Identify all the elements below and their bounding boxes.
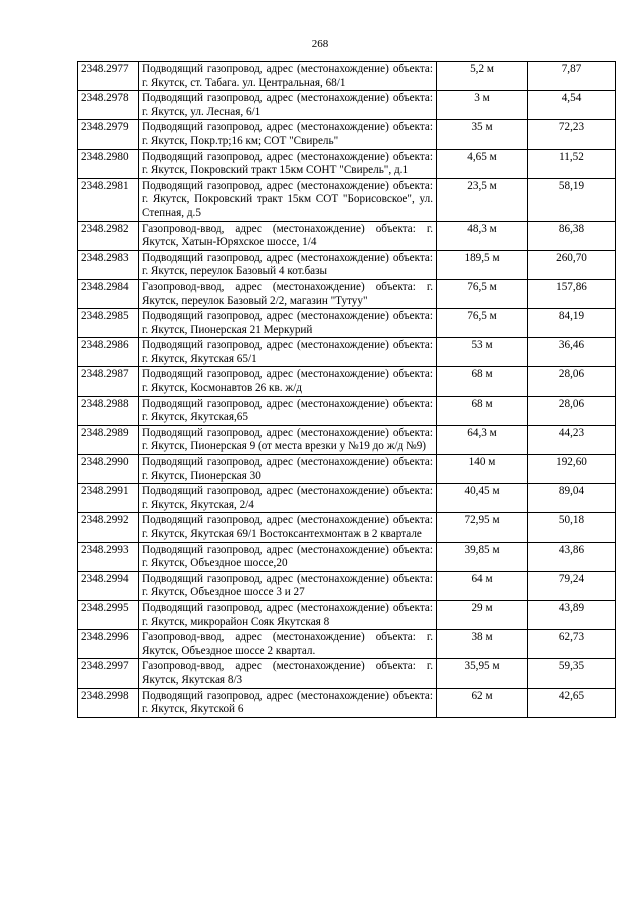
row-number-cell: 2348.2986 bbox=[78, 338, 139, 367]
table-row bbox=[78, 513, 616, 542]
length-cell: 76,5 м bbox=[437, 279, 528, 308]
object-description-cell: Подводящий газопровод, адрес (местонахождение) объекта: г. Якутск, ул. Лесная, 6/1 bbox=[139, 91, 437, 120]
table-row bbox=[78, 338, 616, 367]
table-row bbox=[78, 309, 616, 338]
object-description-cell: Подводящий газопровод, адрес (местонахождение) объекта: г. Якутск, ст. Табага. ул. Центральная, 68/1 bbox=[139, 62, 437, 91]
row-number-cell: 2348.2996 bbox=[78, 630, 139, 659]
table-row bbox=[78, 62, 616, 91]
table-row bbox=[78, 484, 616, 513]
row-number-cell: 2348.2998 bbox=[78, 688, 139, 717]
value-cell: 72,23 bbox=[528, 120, 616, 149]
row-number-cell: 2348.2978 bbox=[78, 91, 139, 120]
length-cell: 62 м bbox=[437, 688, 528, 717]
length-cell: 72,95 м bbox=[437, 513, 528, 542]
table-row bbox=[78, 455, 616, 484]
table-row bbox=[78, 279, 616, 308]
object-description-cell: Подводящий газопровод, адрес (местонахождение) объекта: г. Якутск, Пионерская 30 bbox=[139, 455, 437, 484]
value-cell: 50,18 bbox=[528, 513, 616, 542]
table-row bbox=[78, 250, 616, 279]
length-cell: 35 м bbox=[437, 120, 528, 149]
length-cell: 53 м bbox=[437, 338, 528, 367]
row-number-cell: 2348.2994 bbox=[78, 571, 139, 600]
length-cell: 23,5 м bbox=[437, 178, 528, 221]
object-description-cell: Подводящий газопровод, адрес (местонахождение) объекта: г. Якутск, Якутская,65 bbox=[139, 396, 437, 425]
length-cell: 38 м bbox=[437, 630, 528, 659]
table-row bbox=[78, 91, 616, 120]
object-description-cell: Подводящий газопровод, адрес (местонахождение) объекта: г. Якутск, Объездное шоссе,20 bbox=[139, 542, 437, 571]
object-description-cell: Подводящий газопровод, адрес (местонахождение) объекта: г. Якутск, Якутская, 2/4 bbox=[139, 484, 437, 513]
row-number-cell: 2348.2995 bbox=[78, 600, 139, 629]
table-row bbox=[78, 221, 616, 250]
table-row bbox=[78, 600, 616, 629]
object-description-cell: Подводящий газопровод, адрес (местонахождение) объекта: г. Якутск, Якутская 65/1 bbox=[139, 338, 437, 367]
value-cell: 44,23 bbox=[528, 425, 616, 454]
table-row bbox=[78, 630, 616, 659]
object-description-cell: Подводящий газопровод, адрес (местонахождение) объекта: г. Якутск, Объездное шоссе 3 и 27 bbox=[139, 571, 437, 600]
registry-table-body bbox=[78, 62, 616, 718]
length-cell: 5,2 м bbox=[437, 62, 528, 91]
object-description-cell: Газопровод-ввод, адрес (местонахождение) объекта: г. Якутск, Хатын-Юряхское шоссе, 1/4 bbox=[139, 221, 437, 250]
value-cell: 260,70 bbox=[528, 250, 616, 279]
value-cell: 79,24 bbox=[528, 571, 616, 600]
row-number-cell: 2348.2980 bbox=[78, 149, 139, 178]
table-row bbox=[78, 149, 616, 178]
table-row bbox=[78, 425, 616, 454]
length-cell: 68 м bbox=[437, 367, 528, 396]
object-description-cell: Подводящий газопровод, адрес (местонахождение) объекта: г. Якутск, переулок Базовый 4 кот.базы bbox=[139, 250, 437, 279]
object-description-cell: Подводящий газопровод, адрес (местонахождение) объекта: г. Якутск, Покровский тракт 15км СОНТ "Свирель", д.1 bbox=[139, 149, 437, 178]
object-description-cell: Подводящий газопровод, адрес (местонахождение) объекта: г. Якутск, Пионерская 9 (от места врезки у №19 до ж/д №9) bbox=[139, 425, 437, 454]
value-cell: 157,86 bbox=[528, 279, 616, 308]
value-cell: 28,06 bbox=[528, 396, 616, 425]
object-description-cell: Подводящий газопровод, адрес (местонахождение) объекта: г. Якутск, Покр.тр;16 км; СОТ "Свирель" bbox=[139, 120, 437, 149]
length-cell: 140 м bbox=[437, 455, 528, 484]
table-row bbox=[78, 571, 616, 600]
row-number-cell: 2348.2991 bbox=[78, 484, 139, 513]
row-number-cell: 2348.2984 bbox=[78, 279, 139, 308]
value-cell: 43,86 bbox=[528, 542, 616, 571]
value-cell: 42,65 bbox=[528, 688, 616, 717]
row-number-cell: 2348.2990 bbox=[78, 455, 139, 484]
row-number-cell: 2348.2983 bbox=[78, 250, 139, 279]
length-cell: 76,5 м bbox=[437, 309, 528, 338]
row-number-cell: 2348.2987 bbox=[78, 367, 139, 396]
row-number-cell: 2348.2997 bbox=[78, 659, 139, 688]
row-number-cell: 2348.2988 bbox=[78, 396, 139, 425]
length-cell: 48,3 м bbox=[437, 221, 528, 250]
value-cell: 4,54 bbox=[528, 91, 616, 120]
value-cell: 28,06 bbox=[528, 367, 616, 396]
table-row bbox=[78, 542, 616, 571]
object-description-cell: Подводящий газопровод, адрес (местонахождение) объекта: г. Якутск, Пионерская 21 Меркурий bbox=[139, 309, 437, 338]
table-row bbox=[78, 120, 616, 149]
length-cell: 3 м bbox=[437, 91, 528, 120]
row-number-cell: 2348.2981 bbox=[78, 178, 139, 221]
value-cell: 36,46 bbox=[528, 338, 616, 367]
length-cell: 40,45 м bbox=[437, 484, 528, 513]
table-row bbox=[78, 659, 616, 688]
length-cell: 189,5 м bbox=[437, 250, 528, 279]
row-number-cell: 2348.2992 bbox=[78, 513, 139, 542]
value-cell: 62,73 bbox=[528, 630, 616, 659]
row-number-cell: 2348.2982 bbox=[78, 221, 139, 250]
row-number-cell: 2348.2985 bbox=[78, 309, 139, 338]
page-number: 268 bbox=[311, 38, 329, 50]
length-cell: 68 м bbox=[437, 396, 528, 425]
object-description-cell: Подводящий газопровод, адрес (местонахождение) объекта: г. Якутск, Космонавтов 26 кв. ж/д bbox=[139, 367, 437, 396]
row-number-cell: 2348.2979 bbox=[78, 120, 139, 149]
row-number-cell: 2348.2989 bbox=[78, 425, 139, 454]
value-cell: 43,89 bbox=[528, 600, 616, 629]
value-cell: 192,60 bbox=[528, 455, 616, 484]
row-number-cell: 2348.2977 bbox=[78, 62, 139, 91]
length-cell: 64 м bbox=[437, 571, 528, 600]
table-row bbox=[78, 367, 616, 396]
object-description-cell: Газопровод-ввод, адрес (местонахождение) объекта: г. Якутск, переулок Базовый 2/2, магазин "Тутуу" bbox=[139, 279, 437, 308]
value-cell: 7,87 bbox=[528, 62, 616, 91]
value-cell: 86,38 bbox=[528, 221, 616, 250]
table-row bbox=[78, 178, 616, 221]
length-cell: 29 м bbox=[437, 600, 528, 629]
object-description-cell: Газопровод-ввод, адрес (местонахождение) объекта: г. Якутск, Объездное шоссе 2 квартал. bbox=[139, 630, 437, 659]
row-number-cell: 2348.2993 bbox=[78, 542, 139, 571]
object-description-cell: Подводящий газопровод, адрес (местонахождение) объекта: г. Якутск, Якутской 6 bbox=[139, 688, 437, 717]
table-row bbox=[78, 396, 616, 425]
value-cell: 58,19 bbox=[528, 178, 616, 221]
length-cell: 39,85 м bbox=[437, 542, 528, 571]
value-cell: 89,04 bbox=[528, 484, 616, 513]
value-cell: 84,19 bbox=[528, 309, 616, 338]
value-cell: 11,52 bbox=[528, 149, 616, 178]
length-cell: 35,95 м bbox=[437, 659, 528, 688]
value-cell: 59,35 bbox=[528, 659, 616, 688]
object-description-cell: Подводящий газопровод, адрес (местонахождение) объекта: г. Якутск, микрорайон Сояк Якутская 8 bbox=[139, 600, 437, 629]
object-description-cell: Подводящий газопровод, адрес (местонахождение) объекта: г. Якутск, Якутская 69/1 Востоксантехмонтаж в 2 квартале bbox=[139, 513, 437, 542]
object-description-cell: Газопровод-ввод, адрес (местонахождение) объекта: г. Якутск, Якутская 8/3 bbox=[139, 659, 437, 688]
object-description-cell: Подводящий газопровод, адрес (местонахождение) объекта: г. Якутск, Покровский тракт 15км СОТ "Борисовское", ул. Степная, д.5 bbox=[139, 178, 437, 221]
length-cell: 4,65 м bbox=[437, 149, 528, 178]
table-row bbox=[78, 688, 616, 717]
registry-table bbox=[77, 61, 616, 718]
length-cell: 64,3 м bbox=[437, 425, 528, 454]
